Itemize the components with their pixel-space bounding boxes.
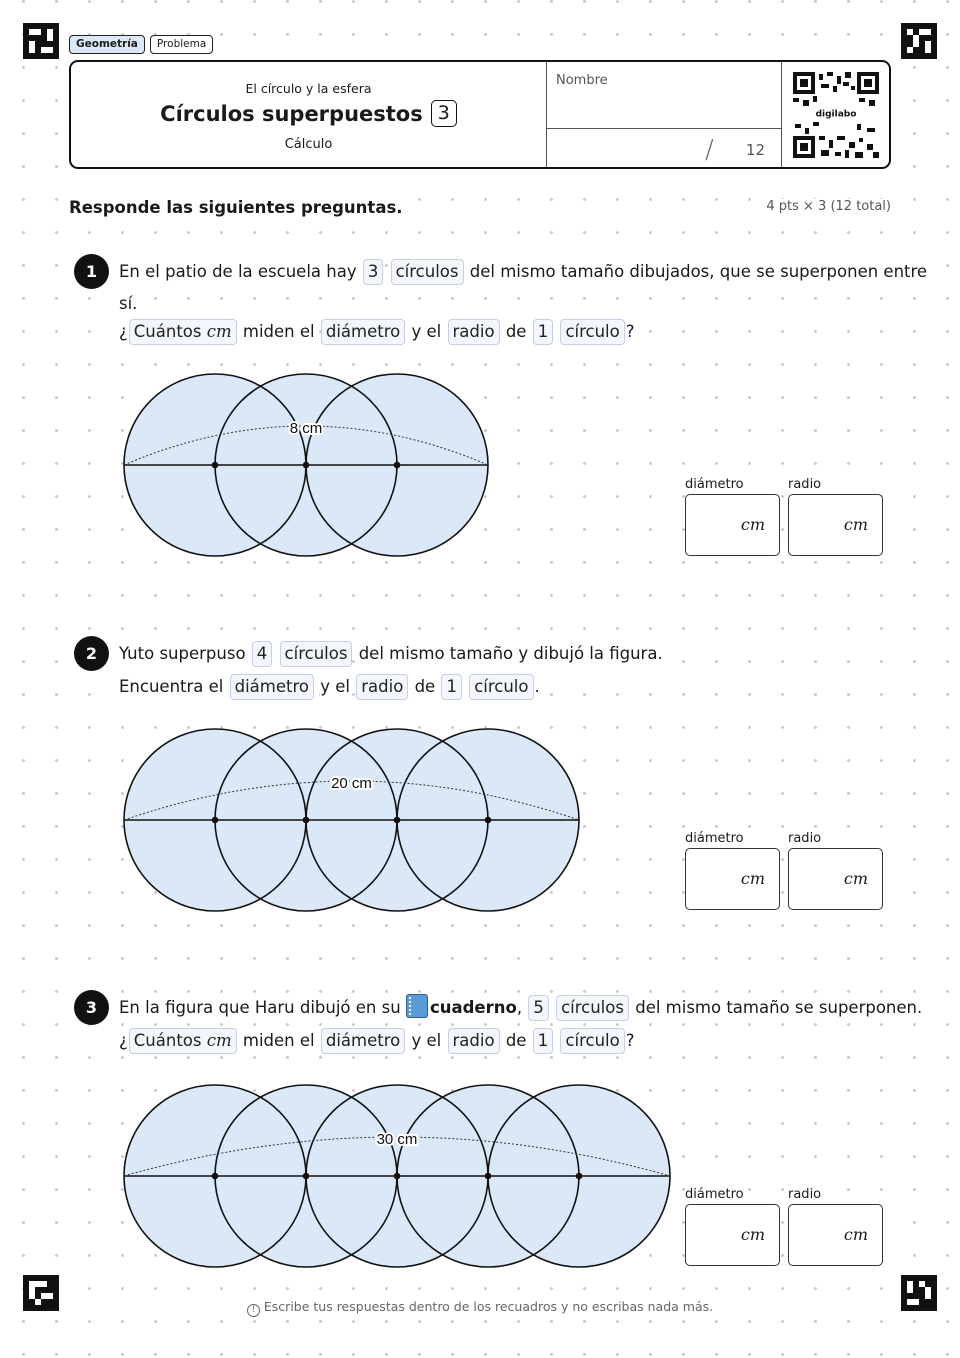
question-number-3: 3 [74, 990, 109, 1025]
center-dot [394, 1173, 401, 1180]
total-length-label: 20 cm [331, 775, 372, 792]
highlight-count: 4 [252, 641, 273, 667]
highlight-count: 3 [363, 259, 384, 285]
highlight-word: diámetro [321, 1028, 405, 1054]
total-length-label: 30 cm [376, 1131, 418, 1148]
highlight-word: Cuántos cm [129, 1028, 237, 1054]
center-dot [485, 1173, 492, 1180]
radius-answer-box-2[interactable]: cm [788, 848, 883, 910]
highlight-count: 5 [528, 995, 549, 1021]
figure-3 [120, 1081, 674, 1275]
diameter-label-2: diámetro [685, 831, 744, 846]
figure-1 [120, 370, 492, 564]
figure-2 [120, 725, 583, 919]
diameter-answer-box-2[interactable]: cm [685, 848, 780, 910]
diameter-answer-box-1[interactable]: cm [685, 494, 780, 556]
question-1-line-1b: sí. [119, 294, 138, 313]
overlapping-circles [120, 1081, 674, 1271]
diameter-answer-box-3[interactable]: cm [685, 1204, 780, 1266]
overlapping-circles [120, 370, 492, 560]
radius-label-1: radio [788, 477, 822, 492]
question-1-line-1: En el patio de la escuela hay 3 círculos del mismo tamaño dibujados, que se superponen entre [119, 258, 927, 286]
total-length-label: 8 cm [289, 420, 323, 437]
center-dot [303, 817, 310, 824]
worksheet-header [69, 60, 891, 169]
center-dot [576, 1173, 583, 1180]
tag-list [69, 35, 213, 54]
highlight-count: 1 [441, 674, 462, 700]
center-dot [303, 462, 310, 469]
question-1-line-2: ¿ Cuántos cm miden el diámetro y el radio de 1 círculo ? [119, 318, 635, 346]
highlight-word: círculo [560, 319, 624, 345]
total-score: 12 [745, 141, 765, 159]
center-dot [303, 1173, 310, 1180]
question-number-2: 2 [74, 636, 109, 671]
name-divider [547, 128, 781, 129]
footer-note: ! Escribe tus respuestas dentro de los recuadros y no escribas nada más. [0, 1299, 960, 1317]
question-3-line-1: En la figura que Haru dibujó en su cuaderno, 5 círculos del mismo tamaño se superponen. [119, 994, 922, 1022]
title-text: Círculos superpuestos [160, 101, 423, 126]
highlight-word: Cuántos cm [129, 319, 237, 345]
unit-subtitle: El círculo y la esfera [245, 81, 372, 96]
worksheet-number: 3 [431, 100, 457, 127]
highlight-word: círculos [391, 259, 464, 285]
center-dot [485, 817, 492, 824]
diameter-label-1: diámetro [685, 477, 744, 492]
corner-marker-top-right [901, 23, 937, 59]
highlight-word: círculo [469, 674, 533, 700]
name-label: Nombre [556, 73, 608, 88]
question-3-line-2: ¿ Cuántos cm miden el diámetro y el radio de 1 círculo ? [119, 1027, 635, 1055]
highlight-word: radio [356, 674, 408, 700]
question-2-line-1: Yuto superpuso 4 círculos del mismo tamaño y dibujó la figura. [119, 640, 663, 668]
radius-answer-box-3[interactable]: cm [788, 1204, 883, 1266]
center-dot [394, 817, 401, 824]
qr-label: digilabo [815, 109, 857, 120]
warning-icon: ! [247, 1304, 260, 1317]
highlight-word: radio [448, 319, 500, 345]
question-number-1: 1 [74, 254, 109, 289]
question-2-line-2: Encuentra el diámetro y el radio de 1 círculo . [119, 673, 540, 701]
highlight-word: círculos [280, 641, 353, 667]
highlight-count: 1 [533, 1028, 554, 1054]
radius-answer-box-1[interactable]: cm [788, 494, 883, 556]
points-info: 4 pts × 3 (12 total) [766, 199, 891, 214]
highlight-word: radio [448, 1028, 500, 1054]
center-dot [212, 1173, 219, 1180]
score-slash: / [705, 135, 714, 165]
corner-marker-top-left [23, 23, 59, 59]
highlight-word: diámetro [321, 319, 405, 345]
center-dot [212, 462, 219, 469]
center-dot [394, 462, 401, 469]
notebook-icon [406, 994, 428, 1018]
diameter-label-3: diámetro [685, 1187, 744, 1202]
qr-code-icon [793, 72, 879, 158]
highlight-word: diámetro [230, 674, 314, 700]
instructions: Responde las siguientes preguntas. [69, 198, 403, 217]
page-title [71, 100, 546, 127]
radius-label-2: radio [788, 831, 822, 846]
highlight-word: círculos [556, 995, 629, 1021]
center-dot [212, 817, 219, 824]
tag-subject: Geometría [69, 35, 145, 54]
category-label: Cálculo [284, 137, 333, 152]
radius-label-3: radio [788, 1187, 822, 1202]
highlight-count: 1 [533, 319, 554, 345]
highlight-word: círculo [560, 1028, 624, 1054]
name-score-area [546, 62, 782, 167]
tag-type: Problema [150, 35, 213, 54]
overlapping-circles [120, 725, 583, 915]
